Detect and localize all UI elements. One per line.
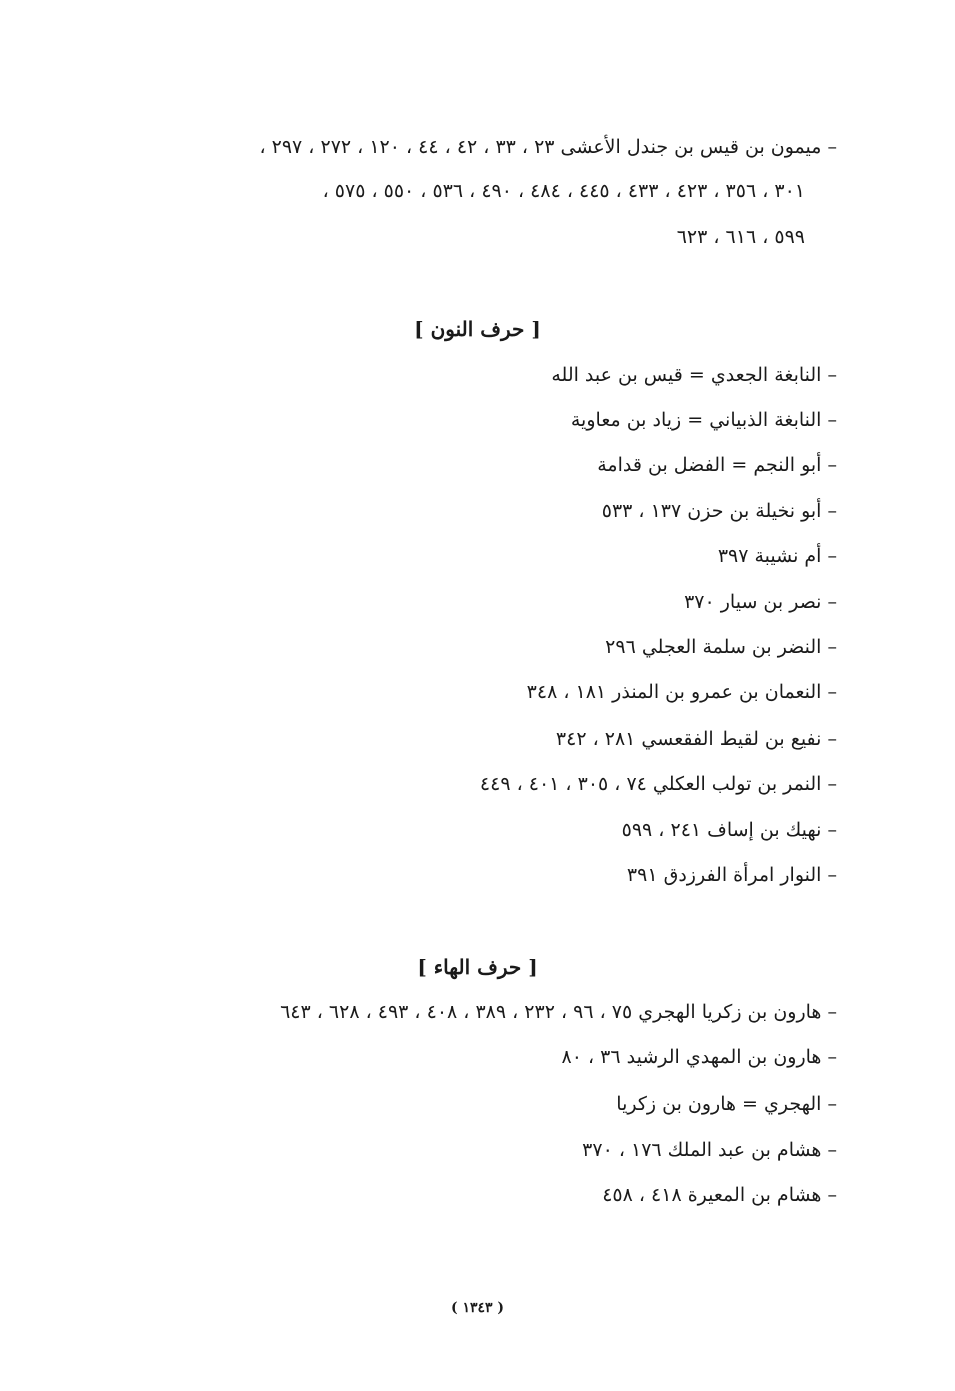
index-entry: – هشام بن المعيرة ٤١٨ ، ٤٥٨ bbox=[602, 1184, 837, 1206]
index-entry: – النابغة الذبياني = زياد بن معاوية bbox=[570, 409, 837, 431]
index-entry: – هشام بن عبد الملك ١٧٦ ، ٣٧٠ bbox=[582, 1139, 837, 1161]
index-entry: – النضر بن سلمة العجلي ٢٩٦ bbox=[605, 636, 837, 658]
index-entry-maymun: – ميمون بن قيس بن جندل الأعشى ٢٣ ، ٣٣ ، ٤٢ ، ٤٤ ، ١٢٠ ، ٢٧٢ ، ٢٩٧ ، bbox=[259, 136, 837, 158]
index-entry: – الهجري = هارون بن زكريا bbox=[616, 1093, 837, 1115]
index-entry: – هارون بن زكريا الهجري ٧٥ ، ٩٦ ، ٢٣٢ ، ٣٨٩ ، ٤٠٨ ، ٤٩٣ ، ٦٢٨ ، ٦٤٣ bbox=[280, 1001, 837, 1023]
index-entry: – نهيك بن إساف ٢٤١ ، ٥٩٩ bbox=[621, 819, 837, 841]
index-entry: – النابغة الجعدي = قيس بن عبد الله bbox=[551, 364, 837, 386]
index-entry: – أبو نخيلة بن حزن ١٣٧ ، ٥٣٣ bbox=[601, 500, 837, 522]
index-entry: – النوار امرأة الفرزدق ٣٩١ bbox=[626, 864, 837, 886]
index-entry-continuation: ٣٠١ ، ٣٥٦ ، ٤٢٣ ، ٤٣٣ ، ٤٤٥ ، ٤٨٤ ، ٤٩٠ ، ٥٣٦ ، ٥٥٠ ، ٥٧٥ ، bbox=[322, 180, 805, 202]
index-entry: – أبو النجم = الفضل بن قدامة bbox=[597, 454, 837, 476]
page-number: ( ١٣٤٣ ) bbox=[450, 1300, 505, 1316]
index-entry: – نصر بن سيار ٣٧٠ bbox=[684, 591, 837, 613]
section-heading-nun: [ حرف النون ] bbox=[414, 317, 541, 341]
index-entry: – هارون بن المهدي الرشيد ٣٦ ، ٨٠ bbox=[561, 1046, 837, 1068]
index-entry: – النمر بن تولب العكلي ٧٤ ، ٣٠٥ ، ٤٠١ ، ٤٤٩ bbox=[479, 773, 837, 795]
index-entry-continuation: ٥٩٩ ، ٦١٦ ، ٦٢٣ bbox=[676, 226, 805, 248]
index-entry: – النعمان بن عمرو بن المنذر ١٨١ ، ٣٤٨ bbox=[526, 681, 837, 703]
index-entry: – نفيع بن لقيط الفقعسي ٢٨١ ، ٣٤٢ bbox=[555, 728, 837, 750]
section-heading-ha: [ حرف الهاء ] bbox=[417, 955, 538, 979]
index-entry: – أم نشيبة ٣٩٧ bbox=[717, 545, 837, 567]
